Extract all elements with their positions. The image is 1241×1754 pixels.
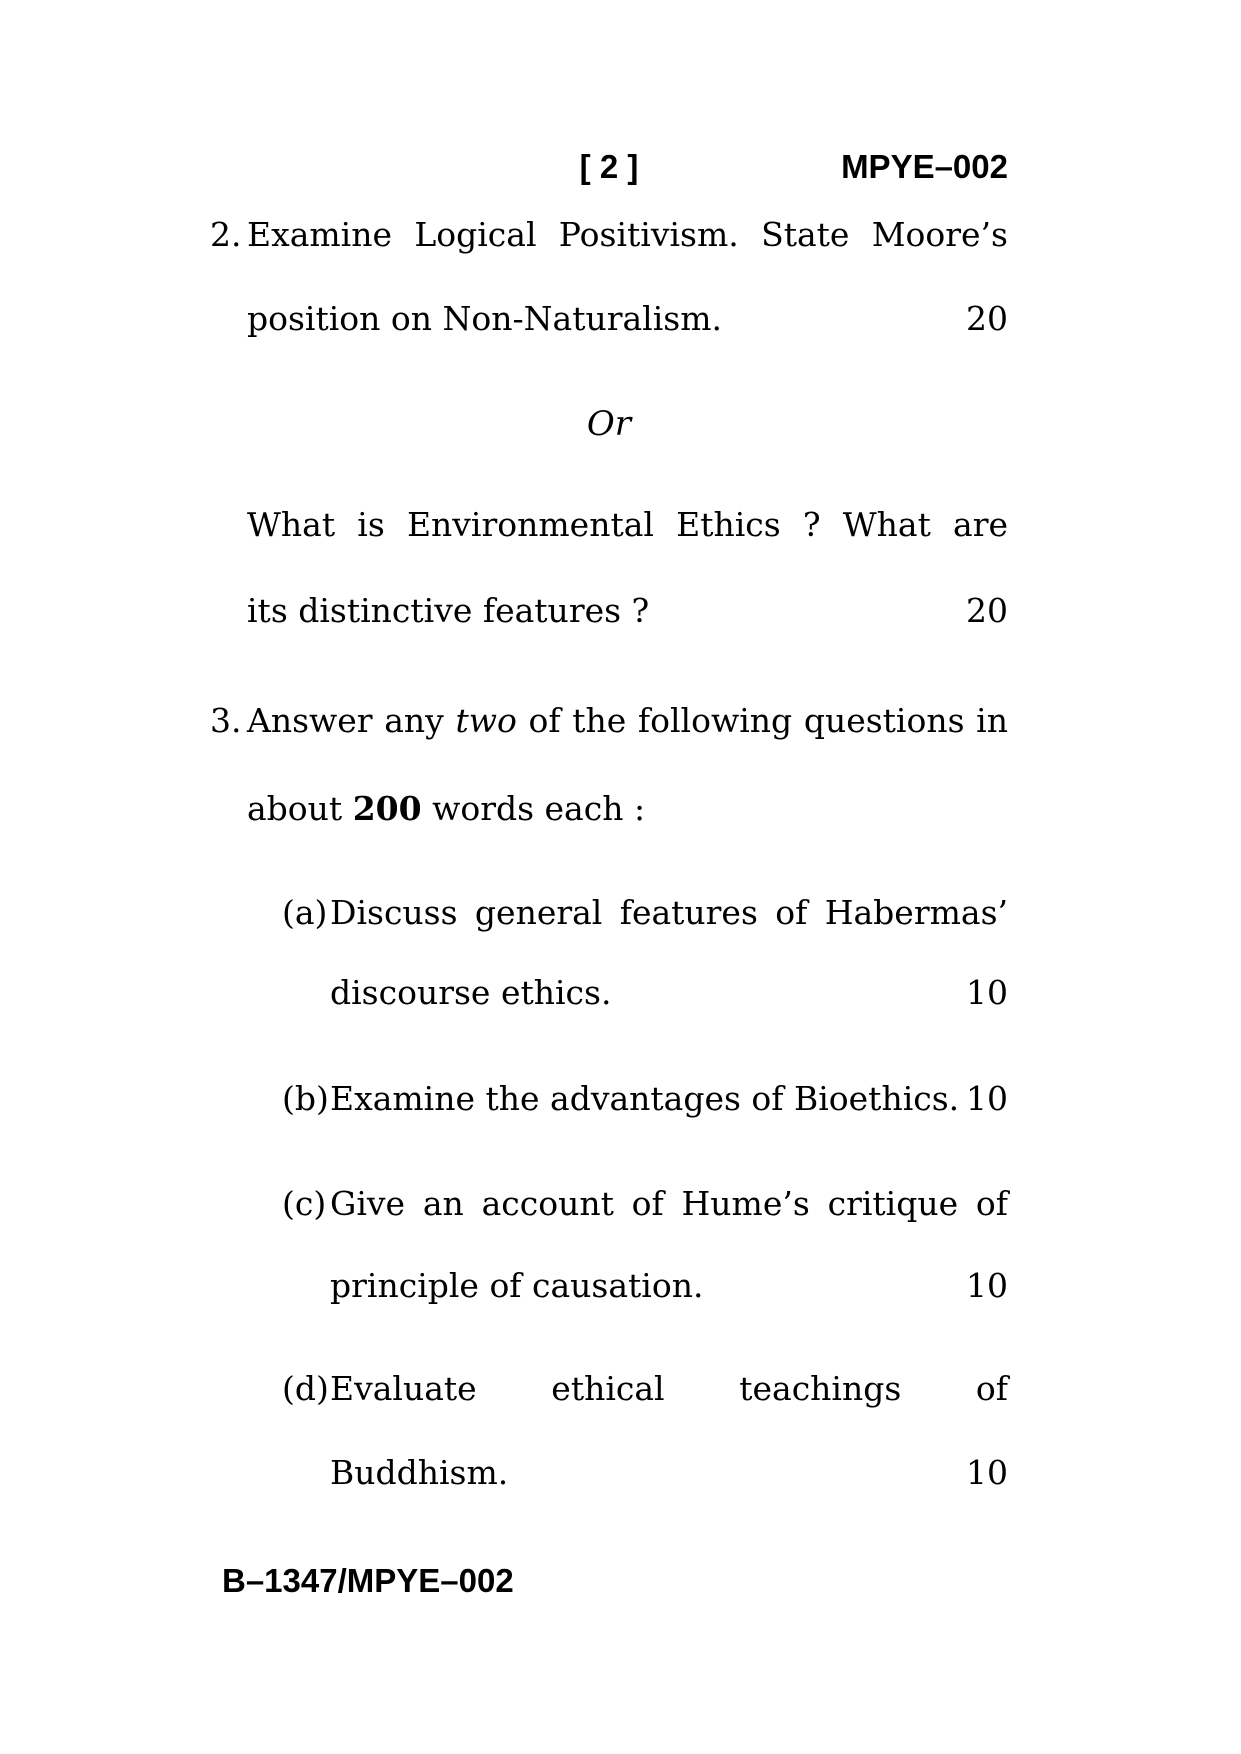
or-separator: Or xyxy=(586,404,632,444)
sub-question-d-text-continued: Buddhism. xyxy=(330,1453,509,1492)
question-3-text-part: of the following questions in xyxy=(528,701,1008,740)
question-2-text-continued: position on Non-Naturalism. xyxy=(247,299,723,338)
question-3-text-continued xyxy=(247,790,1008,829)
course-code: MPYE–002 xyxy=(841,148,1008,185)
sub-question-b-label: (b) xyxy=(282,1079,329,1118)
sub-question-d-label: (d) xyxy=(282,1369,329,1408)
sub-question-c-line-2 xyxy=(210,1267,1008,1306)
sub-question-d-marks: 10 xyxy=(966,1453,1008,1492)
question-2-alt-line-2 xyxy=(210,592,1008,631)
sub-question-c-text-continued: principle of causation. xyxy=(330,1266,704,1305)
sub-question-a-text: Discuss general features of Habermas’ xyxy=(330,893,1008,932)
question-2-alt-text: What is Environmental Ethics ? What are xyxy=(247,505,1008,544)
sub-question-c-label: (c) xyxy=(282,1184,327,1223)
sub-question-a-label: (a) xyxy=(282,893,328,932)
sub-question-a-text-continued: discourse ethics. xyxy=(330,973,612,1012)
question-3-text-italic: two xyxy=(455,701,517,740)
question-3-text xyxy=(247,702,1008,741)
page-number: [ 2 ] xyxy=(579,148,639,185)
sub-question-d-text: Evaluate ethical teachings of xyxy=(330,1369,1008,1408)
sub-question-b-line-1 xyxy=(210,1080,1008,1119)
sub-question-a-line-1 xyxy=(210,894,1008,933)
sub-question-c-marks: 10 xyxy=(966,1266,1008,1305)
sub-question-a-line-2 xyxy=(210,974,1008,1013)
question-3-text-part: words each : xyxy=(432,789,646,828)
sub-question-a-marks: 10 xyxy=(966,973,1008,1012)
question-3-text-part: Answer any xyxy=(247,701,444,740)
question-3-text-part: about xyxy=(247,789,343,828)
question-2-marks: 20 xyxy=(966,299,1008,338)
question-2-alt-marks: 20 xyxy=(966,591,1008,630)
question-2-number: 2. xyxy=(210,215,242,254)
question-2-line-1 xyxy=(210,216,1008,255)
question-2-line-2 xyxy=(210,300,1008,339)
question-3-line-1 xyxy=(210,702,1008,741)
footer-code: B–1347/MPYE–002 xyxy=(222,1562,514,1599)
question-3-line-2 xyxy=(210,790,1008,829)
question-3-number: 3. xyxy=(210,701,242,740)
sub-question-d-line-2 xyxy=(210,1454,1008,1493)
question-2-alt-line-1 xyxy=(210,506,1008,545)
question-3-text-bold: 200 xyxy=(352,789,422,828)
sub-question-b-text: Examine the advantages of Bioethics. xyxy=(330,1079,960,1118)
sub-question-d-line-1 xyxy=(210,1370,1008,1409)
question-2-text: Examine Logical Positivism. State Moore’s xyxy=(247,215,1008,254)
question-2-alt-text-continued: its distinctive features ? xyxy=(247,591,650,630)
sub-question-c-line-1 xyxy=(210,1185,1008,1224)
sub-question-c-text: Give an account of Hume’s critique of xyxy=(330,1184,1008,1223)
sub-question-b-marks: 10 xyxy=(966,1079,1008,1118)
